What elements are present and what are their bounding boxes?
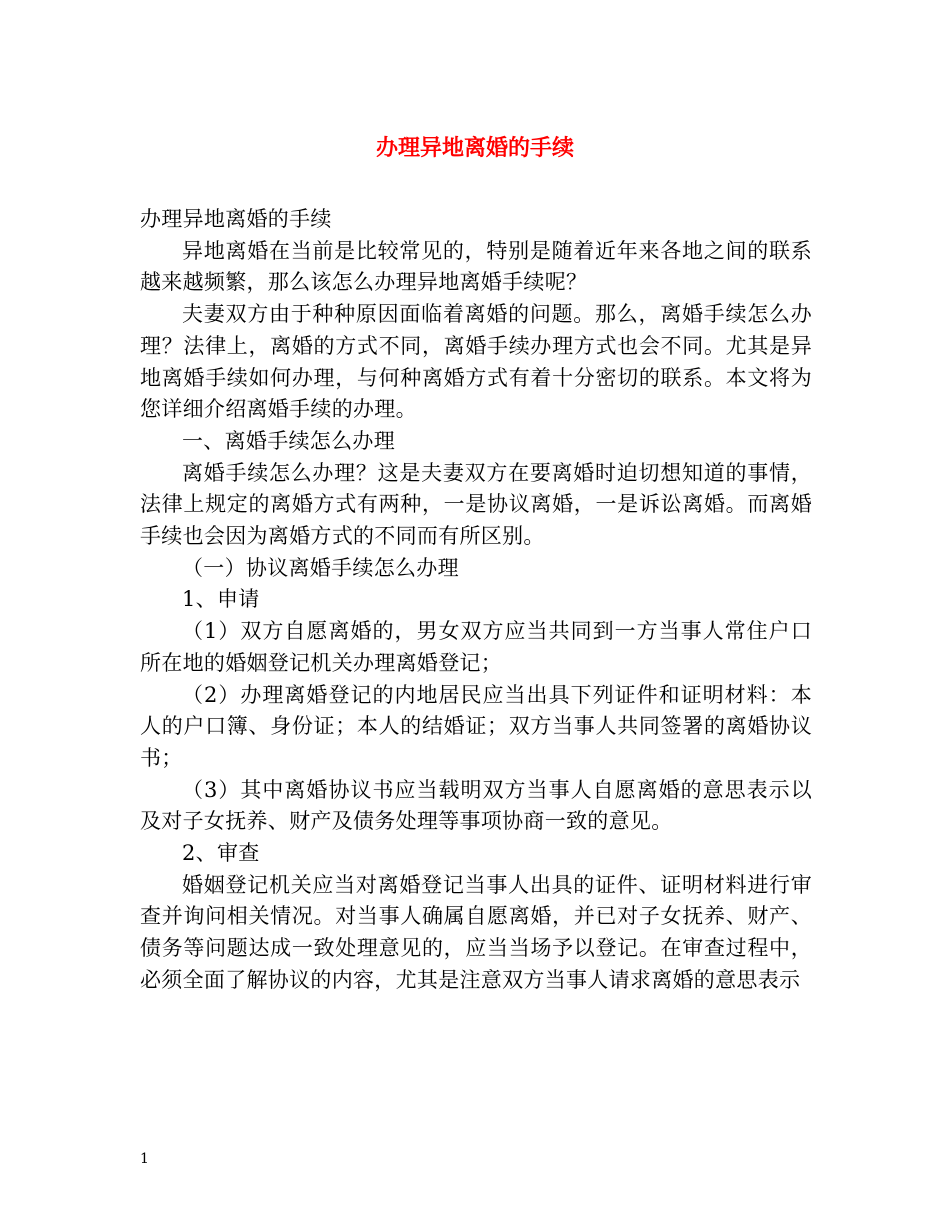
list-item-1: （1）双方自愿离婚的，男女双方应当共同到一方当事人常住户口所在地的婚姻登记机关办理离婚登记； — [140, 619, 812, 675]
document-body — [140, 204, 812, 997]
paragraph-background: 夫妻双方由于种种原因面临着离婚的问题。那么，离婚手续怎么办理？法律上，离婚的方式不同，离婚手续办理方式也会不同。尤其是异地离婚手续如何办理，与何种离婚方式有着十分密切的联系。本文将为您详细介绍离婚手续的办理。 — [140, 302, 812, 422]
section-heading-1: 一、离婚手续怎么办理 — [182, 428, 395, 453]
document-title: 办理异地离婚的手续 — [375, 135, 574, 161]
body-heading: 办理异地离婚的手续 — [140, 207, 332, 231]
step-heading-review: 2、审查 — [182, 841, 260, 866]
list-item-2: （2）办理离婚登记的内地居民应当出具下列证件和证明材料：本人的户口簿、身份证；本人的结婚证；双方当事人共同签署的离婚协议书； — [140, 682, 812, 770]
page-number: 1 — [140, 1151, 149, 1167]
list-item-3: （3）其中离婚协议书应当载明双方当事人自愿离婚的意思表示以及对子女抚养、财产及债务处理等事项协商一致的意见。 — [140, 777, 812, 834]
step-heading-apply: 1、申请 — [182, 587, 260, 612]
paragraph-intro: 异地离婚在当前是比较常见的，特别是随着近年来各地之间的联系越来越频繁，那么该怎么办理异地离婚手续呢？ — [140, 238, 812, 295]
paragraph-review: 婚姻登记机关应当对离婚登记当事人出具的证件、证明材料进行审查并询问相关情况。对当事人确属自愿离婚，并已对子女抚养、财产、债务等问题达成一致处理意见的，应当当场予以登记。在审查过程中，必须全面了解协议的内容，尤其是注意双方当事人请求离婚的意思表示 — [140, 872, 812, 992]
paragraph-divorce-methods: 离婚手续怎么办理？这是夫妻双方在要离婚时迫切想知道的事情，法律上规定的离婚方式有两种，一是协议离婚，一是诉讼离婚。而离婚手续也会因为离婚方式的不同而有所区别。 — [140, 460, 812, 549]
subsection-heading-agreement: （一）协议离婚手续怎么办理 — [182, 555, 459, 580]
